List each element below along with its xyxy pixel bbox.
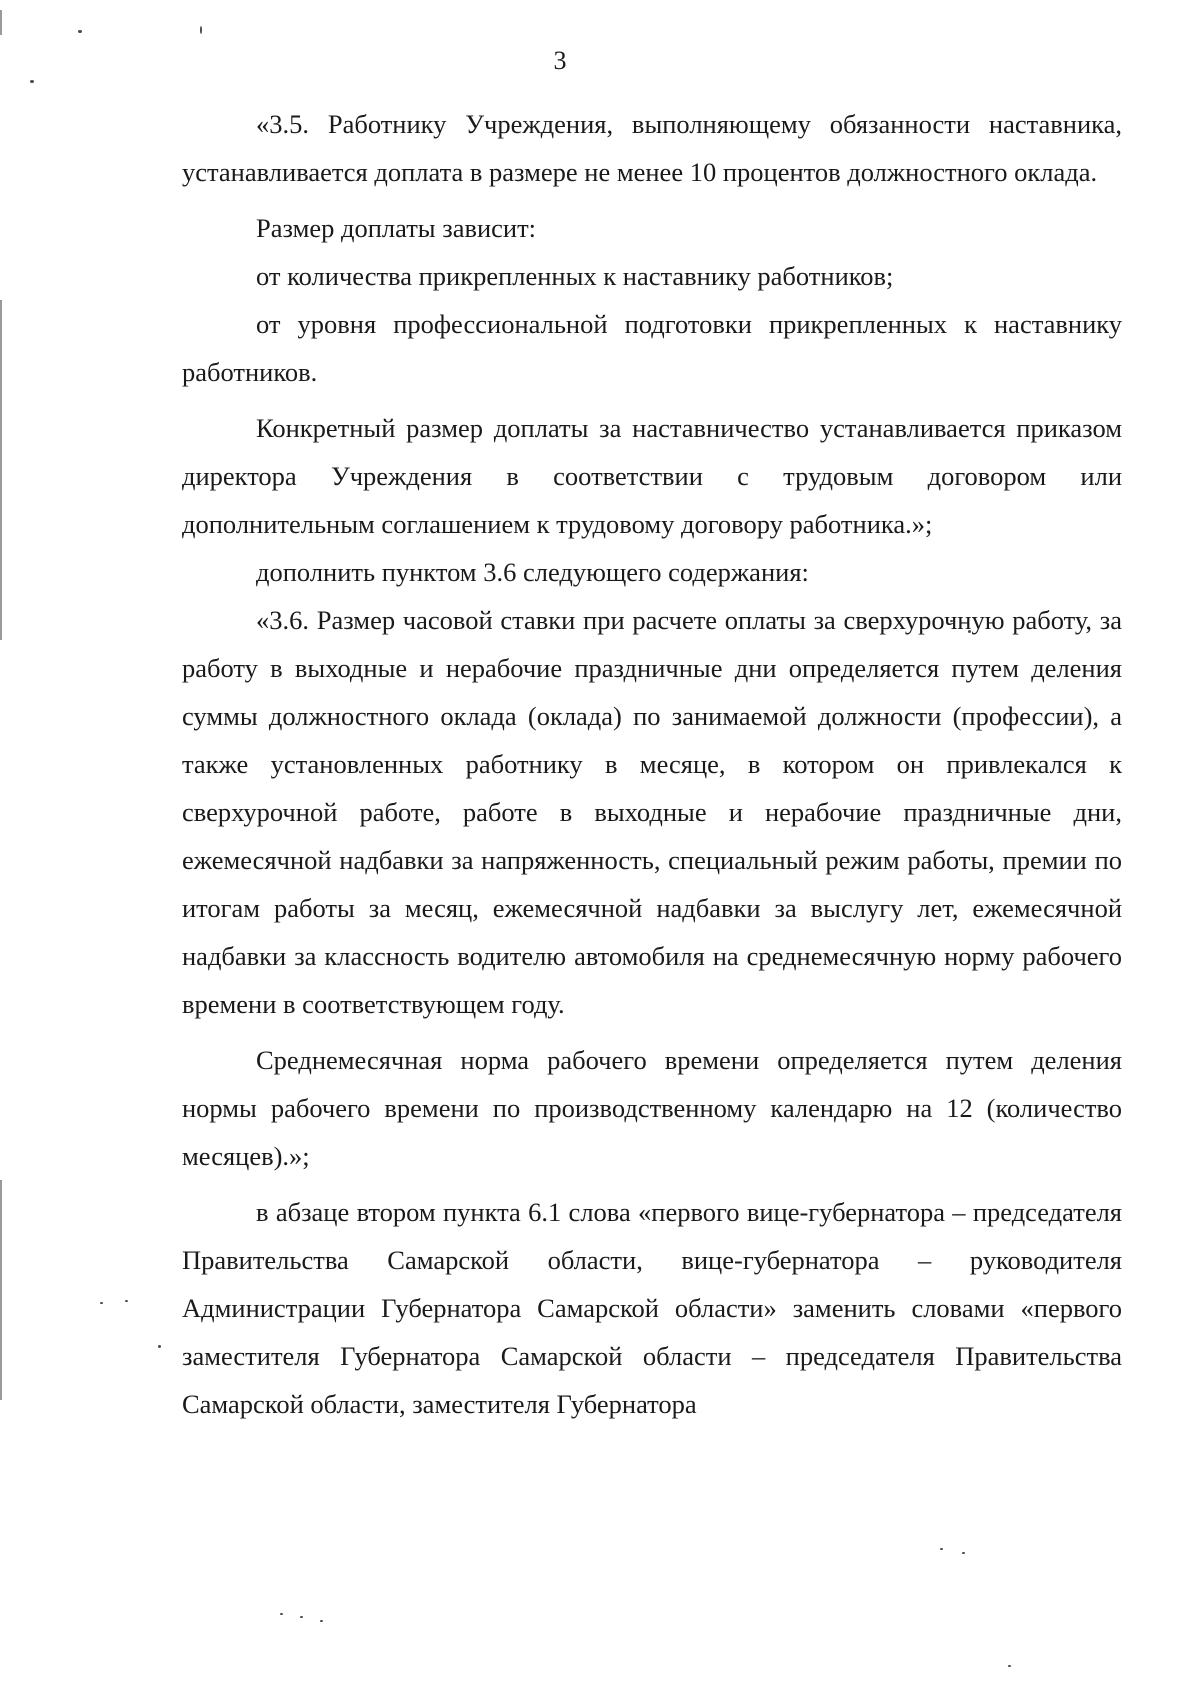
scan-edge-mark xyxy=(0,1180,2,1400)
scan-speck xyxy=(100,1302,103,1304)
paragraph-clause-6-1: в абзаце втором пункта 6.1 слова «первого вице-губернатора – председателя Правительства Самарской области, вице-губернатора – руководителя Администрации Губернатора Самарской области» заменить словами «первого заместителя Губернатора Самарской области – председателя Правительства Самарской области, заместителя Губернатора xyxy=(182,1197,1122,1419)
scan-speck xyxy=(940,1548,943,1550)
paragraph-surcharge-depends: Размер доплаты зависит: xyxy=(256,213,537,243)
paragraph-training-level: от уровня профессиональной подготовки прикрепленных к наставнику работников. xyxy=(182,309,1122,387)
page-number: 3 xyxy=(553,46,567,75)
scan-speck xyxy=(962,1552,965,1554)
document-body xyxy=(182,100,1122,1428)
paragraph-monthly-norm: Среднемесячная норма рабочего времени определяется путем деления нормы рабочего времени по производственному календарю на 12 (количество месяцев).»; xyxy=(182,1045,1122,1171)
paragraph-clause-3-5: «3.5. Работнику Учреждения, выполняющему обязанности наставника, устанавливается доплата в размере не менее 10 процентов должностного оклада. xyxy=(182,109,1122,187)
scan-speck xyxy=(200,26,202,34)
paragraph-add-clause-3-6: дополнить пунктом 3.6 следующего содержания: xyxy=(256,557,809,587)
scan-speck xyxy=(125,1300,128,1302)
paragraph-number-of-workers: от количества прикрепленных к наставнику работников; xyxy=(256,261,894,291)
scan-speck xyxy=(280,1613,283,1615)
scan-speck xyxy=(30,80,34,83)
scan-speck xyxy=(320,1620,323,1622)
scan-edge-mark xyxy=(0,300,2,640)
paragraph-clause-3-6: «3.6. Размер часовой ставки при расчете оплаты за сверхурочную работу, за работу в выходные и нерабочие праздничные дни определяется путем деления суммы должностного оклада (оклада) по занимаемой должности (профессии), а также установленных работнику в месяце, в котором он привлекался к сверхурочной работе, работе в выходные и нерабочие праздничные дни, ежемесячной надбавки за напряженность, специальный режим работы, премии по итогам работы за месяц, ежемесячной надбавки за выслугу лет, ежемесячной надбавки за классность водителю автомобиля на среднемесячную норму рабочего времени в соответствующем году. xyxy=(182,605,1122,1019)
scan-speck xyxy=(158,1345,161,1348)
scan-speck xyxy=(78,30,82,33)
scan-speck xyxy=(300,1616,303,1618)
scan-speck xyxy=(1008,1665,1011,1667)
paragraph-specific-amount: Конкретный размер доплаты за наставничество устанавливается приказом директора Учреждения в соответствии с трудовым договором или дополнительным соглашением к трудовому договору работника.»; xyxy=(182,413,1122,539)
scan-edge-mark xyxy=(0,10,2,35)
